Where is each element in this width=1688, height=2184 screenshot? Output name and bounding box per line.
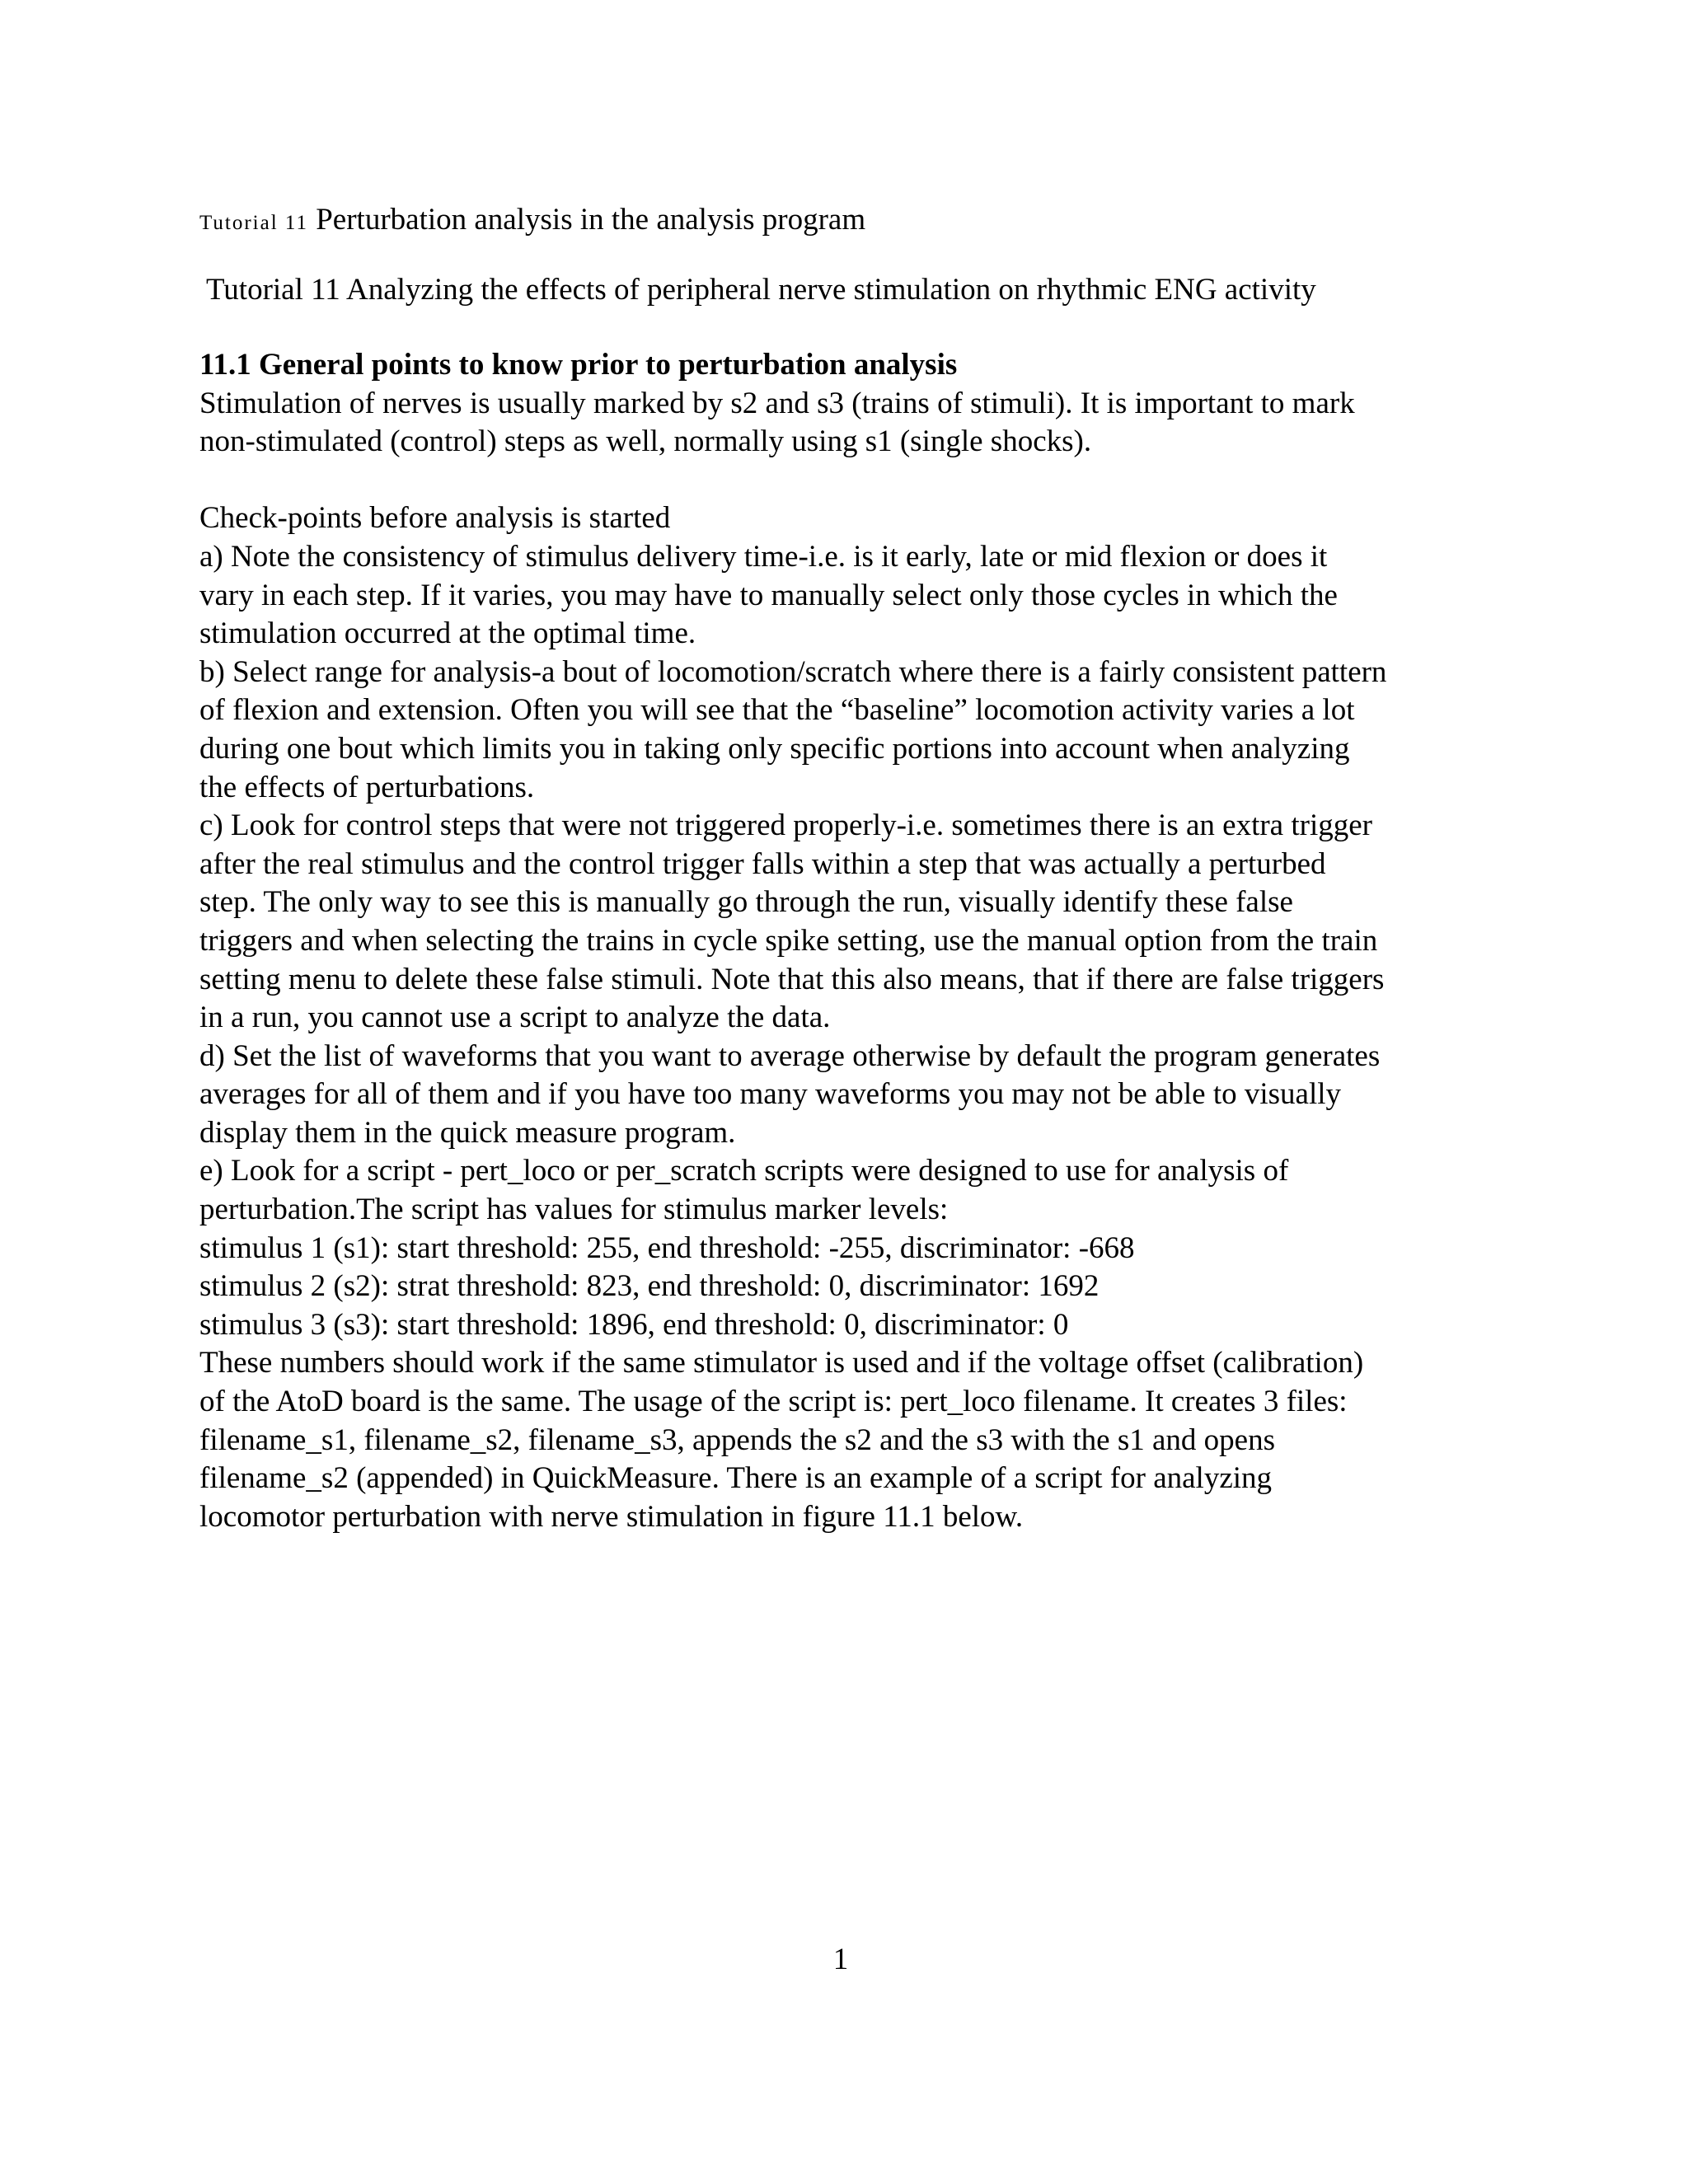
paragraph-line: non-stimulated (control) steps as well, normally using s1 (single shocks). (199, 424, 1092, 459)
paragraph-line: b) Select range for analysis-a bout of locomotion/scratch where there is a fairly consistent pattern (199, 654, 1387, 689)
paragraph-line: in a run, you cannot use a script to analyze the data. (199, 1001, 831, 1035)
paragraph-line: These numbers should work if the same stimulator is used and if the voltage offset (calibration) (199, 1346, 1364, 1380)
header-title: Perturbation analysis in the analysis program (316, 203, 866, 237)
paragraph-line: setting menu to delete these false stimuli. Note that this also means, that if there are false triggers (199, 962, 1385, 996)
document-subtitle: Tutorial 11 Analyzing the effects of peripheral nerve stimulation on rhythmic ENG activity (206, 273, 1316, 307)
paragraph-spacer (199, 462, 1518, 500)
paragraph-line: filename_s1, filename_s2, filename_s3, appends the s2 and the s3 with the s1 and opens (199, 1422, 1275, 1457)
paragraph-line: locomotor perturbation with nerve stimulation in figure 11.1 below. (199, 1499, 1024, 1534)
paragraph-line: of the AtoD board is the same. The usage of the script is: pert_loco filename. It creates 3 files: (199, 1385, 1348, 1419)
section-heading: 11.1 General points to know prior to perturbation analysis (199, 348, 958, 382)
paragraph-line: after the real stimulus and the control trigger falls within a step that was actually a perturbed (199, 846, 1326, 881)
checkpoints-title: Check-points before analysis is started (199, 501, 671, 536)
paragraph-line: e) Look for a script - pert_loco or per_scratch scripts were designed to use for analysis of (199, 1154, 1289, 1188)
paragraph-line: during one bout which limits you in taking only specific portions into account when analyzing (199, 731, 1350, 766)
paragraph-line: c) Look for control steps that were not triggered properly-i.e. sometimes there is an extra trigger (199, 808, 1372, 843)
paragraph-line: step. The only way to see this is manually go through the run, visually identify these false (199, 885, 1293, 920)
paragraph-line: averages for all of them and if you have too many waveforms you may not be able to visually (199, 1077, 1342, 1112)
paragraph-line: vary in each step. If it varies, you may have to manually select only those cycles in which the (199, 578, 1338, 612)
section-body (199, 346, 1518, 1536)
document-header (199, 200, 865, 243)
paragraph-line: stimulus 1 (s1): start threshold: 255, end threshold: -255, discriminator: -668 (199, 1230, 1135, 1265)
paragraph-line: a) Note the consistency of stimulus delivery time-i.e. is it early, late or mid flexion or does it (199, 539, 1328, 574)
paragraph-line: triggers and when selecting the trains in cycle spike setting, use the manual option from the train (199, 923, 1378, 958)
paragraph-line: stimulus 2 (s2): strat threshold: 823, end threshold: 0, discriminator: 1692 (199, 1269, 1100, 1304)
paragraph-line: perturbation.The script has values for stimulus marker levels: (199, 1193, 949, 1227)
header-prefix: Tutorial 11 (199, 212, 308, 234)
paragraph-line: stimulus 3 (s3): start threshold: 1896, end threshold: 0, discriminator: 0 (199, 1307, 1069, 1342)
page-number: 1 (832, 1943, 849, 1976)
paragraph-line: of flexion and extension. Often you will see that the “baseline” locomotion activity varies a lot (199, 693, 1355, 728)
paragraph-line: Stimulation of nerves is usually marked by s2 and s3 (trains of stimuli). It is important to mark (199, 386, 1355, 420)
paragraph-line: stimulation occurred at the optimal time. (199, 616, 696, 651)
paragraph-line: d) Set the list of waveforms that you want to average otherwise by default the program generates (199, 1038, 1381, 1073)
paragraph-line: display them in the quick measure program. (199, 1115, 736, 1150)
paragraph-line: the effects of perturbations. (199, 770, 535, 804)
paragraph-line: filename_s2 (appended) in QuickMeasure. There is an example of a script for analyzing (199, 1461, 1273, 1496)
